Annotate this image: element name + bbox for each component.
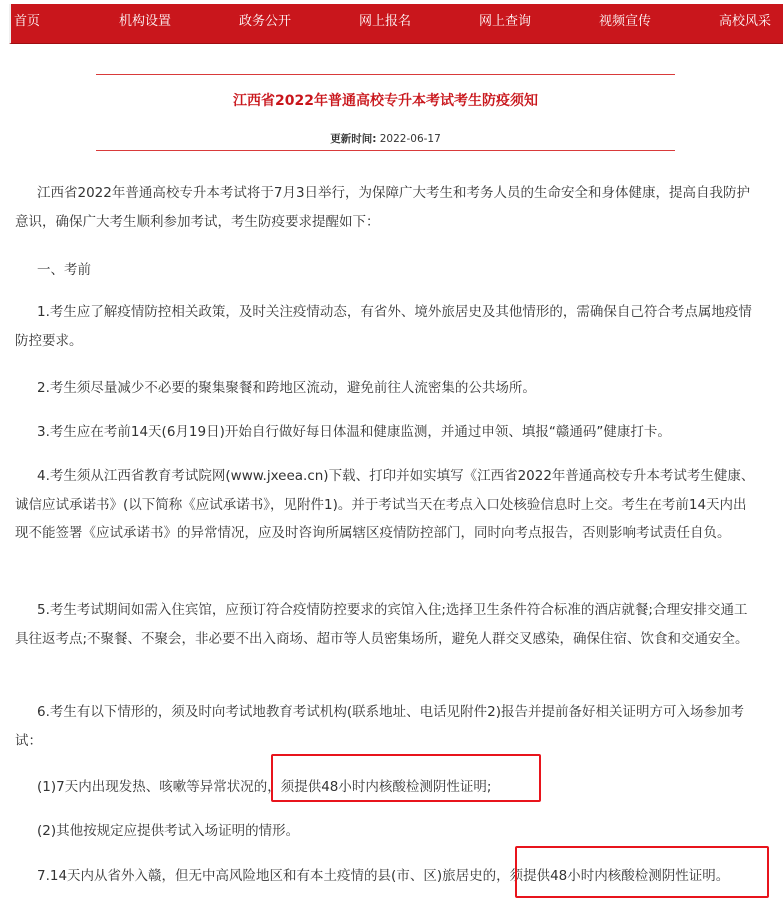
nav-online-query[interactable]: 网上查询	[479, 14, 532, 29]
nav-video[interactable]: 视频宣传	[599, 14, 652, 29]
nav-organization[interactable]: 机构设置	[119, 14, 172, 29]
highlight-box-1	[271, 754, 541, 802]
paragraph-item-2: 2.考生须尽量减少不必要的聚集聚餐和跨地区流动，避免前往人流密集的公共场所。	[37, 380, 536, 396]
paragraph-item-5: 5.考生考试期间如需入住宾馆，应预订符合疫情防控要求的宾馆入住;选择卫生条件符合标准的酒店就餐;合理安排交通工具往返考点;不聚餐、不聚会，非必要不出入商场、超市等人员密集场所，避免人群交叉感染，确保住宿、饮食和交通安全。	[15, 602, 749, 647]
paragraph-item-7: 7.14天内从省外入赣，但无中高风险地区和有本土疫情的县(市、区)旅居史的，须提供48小时内核酸检测阴性证明。	[37, 868, 730, 884]
nav-colleges[interactable]: 高校风采	[719, 14, 772, 29]
paragraph-item-6-2: (2)其他按规定应提供考试入场证明的情形。	[37, 823, 300, 839]
nav-home[interactable]: 首页	[14, 14, 41, 29]
paragraph-intro: 江西省2022年普通高校专升本考试将于7月3日举行，为保障广大考生和考务人员的生命安全和身体健康，提高自我防护意识，确保广大考生顺利参加考试，考生防疫要求提醒如下：	[15, 185, 751, 230]
title-bottom-rule	[96, 150, 675, 151]
update-time	[96, 131, 675, 146]
update-time-label: 更新时间:	[330, 133, 377, 145]
nav-government-affairs[interactable]: 政务公开	[239, 14, 292, 29]
paragraph-item-6-1: (1)7天内出现发热、咳嗽等异常状况的，须提供48小时内核酸检测阴性证明;	[37, 779, 492, 795]
paragraph-item-1: 1.考生应了解疫情防控相关政策，及时关注疫情动态，有省外、境外旅居史及其他情形的，需确保自己符合考点属地疫情防控要求。	[15, 304, 752, 349]
main-nav	[9, 4, 783, 44]
update-time-value: 2022-06-17	[379, 133, 441, 145]
title-top-rule	[96, 74, 675, 75]
paragraph-item-6: 6.考生有以下情形的，须及时向考试地教育考试机构(联系地址、电话见附件2)报告并提前备好相关证明方可入场参加考试：	[15, 704, 745, 749]
section-heading-before-exam: 一、考前	[37, 262, 91, 278]
paragraph-item-4: 4.考生须从江西省教育考试院网(www.jxeea.cn)下载、打印并如实填写《江西省2022年普通高校专升本考试考生健康、诚信应试承诺书》(以下简称《应试承诺书》，见附件1)。并于考试当天在考点入口处核验信息时上交。考生在考前14天内出现不能签署《应试承诺书》的异常情况，应及时咨询所属辖区疫情防控部门，同时向考点报告，否则影响考试责任自负。	[15, 468, 755, 541]
nav-online-registration[interactable]: 网上报名	[359, 14, 412, 29]
paragraph-item-3: 3.考生应在考前14天(6月19日)开始自行做好每日体温和健康监测，并通过申领、填报“赣通码”健康打卡。	[37, 424, 671, 440]
highlight-box-2	[515, 846, 769, 898]
article-title: 江西省2022年普通高校专升本考试考生防疫须知	[233, 93, 538, 109]
